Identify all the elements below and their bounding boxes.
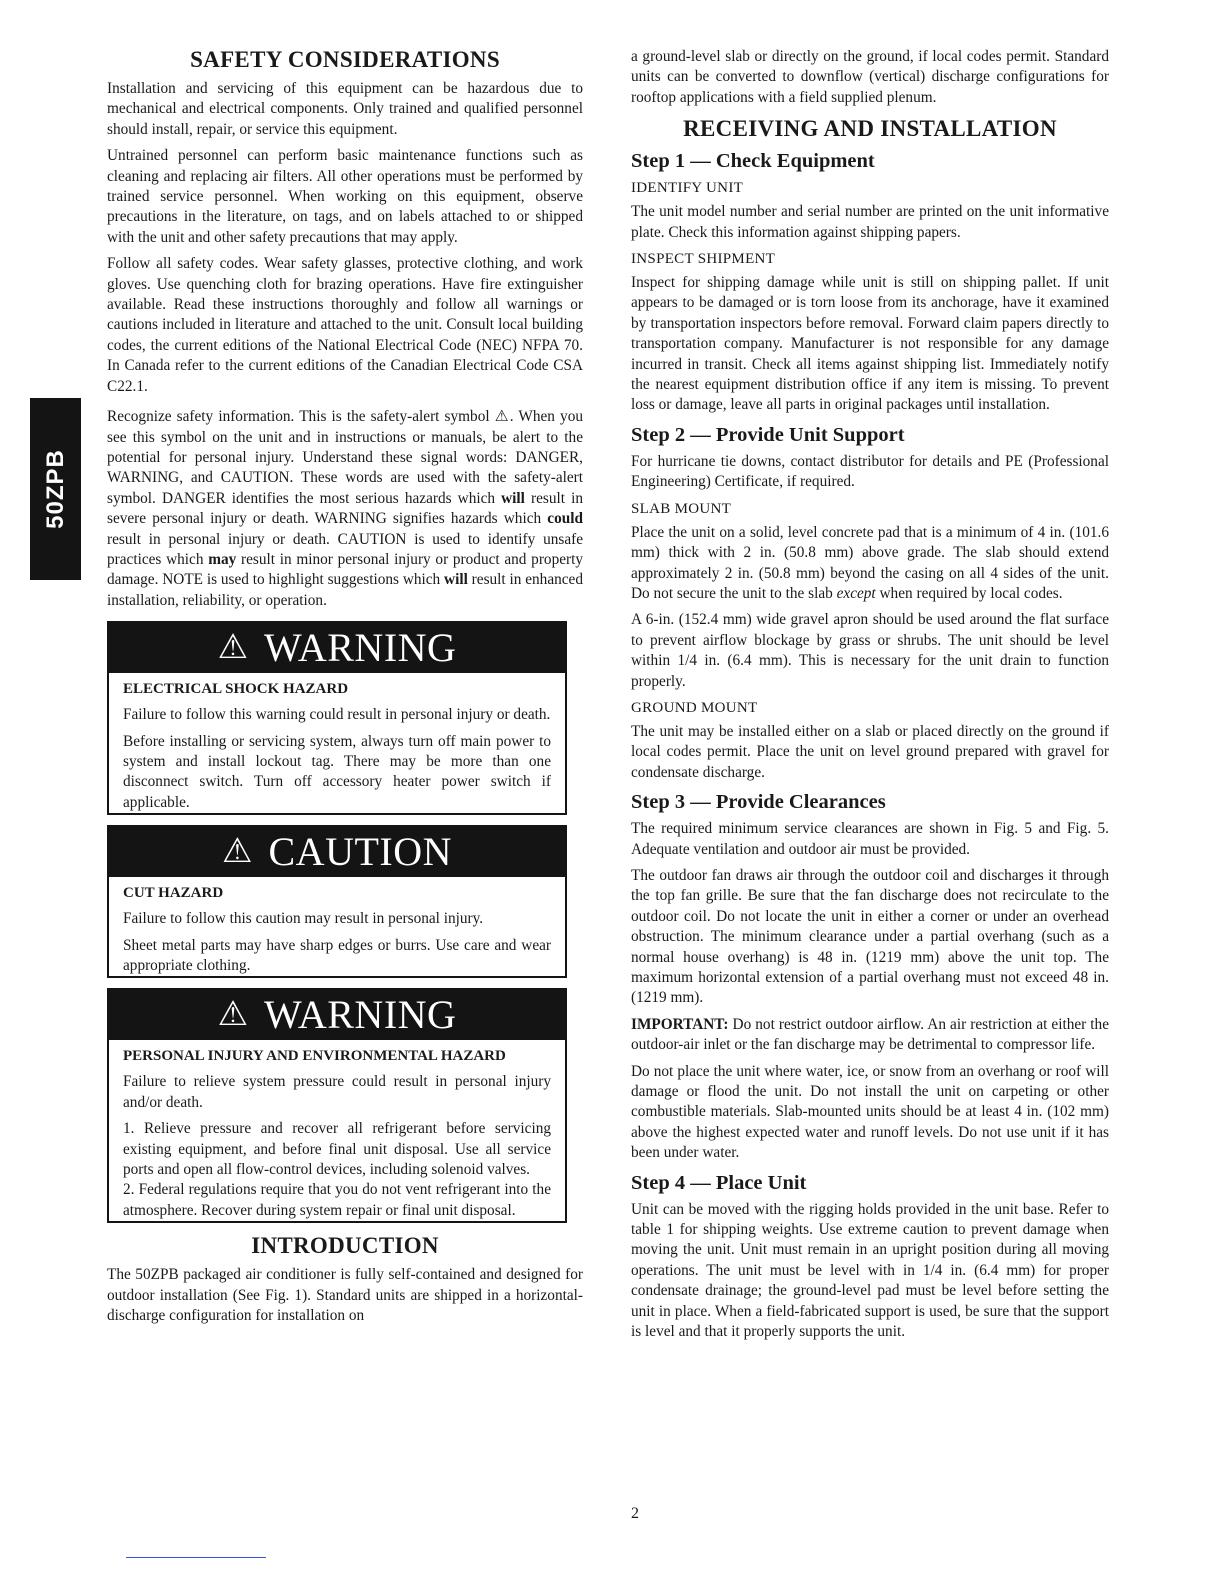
warning-text: Failure to relieve system pressure could result in personal injury and/or death.	[123, 1073, 551, 1111]
warning-text: Failure to follow this warning could result in personal injury or death.	[123, 706, 551, 724]
safety-heading: SAFETY CONSIDERATIONS	[190, 47, 500, 72]
step2-paragraph-4: The unit may be installed either on a slab or placed directly on the ground if local codes permit. Place the unit on level ground prepared with gravel for condensate discharge.	[631, 722, 1109, 781]
step3-paragraph-3: Do not place the unit where water, ice, or snow from an overhang or roof will damage or flood the unit. Do not install the unit on carpeting or other combustible materials. Slab-mounted units should be at least 4 in. (102 mm) above the highest expected water and runoff levels. Do not use unit if it has been under water.	[631, 1062, 1109, 1162]
introduction-paragraph-continued: a ground-level slab or directly on the ground, if local codes permit. Standard units can be converted to downflow (vertical) discharge configurations for rooftop applications with a field supplied plenum.	[631, 48, 1109, 106]
caution-header	[109, 827, 565, 877]
introduction-paragraph: The 50ZPB packaged air conditioner is fully self-contained and designed for outdoor installation (See Fig. 1). Standard units are shipped in a horizontal-discharge configuration for installation on	[107, 1266, 583, 1325]
step3-paragraph-1: The required minimum service clearances are shown in Fig. 5 and Fig. 5. Adequate ventilation and outdoor air must be provided.	[631, 820, 1109, 858]
left-column	[107, 45, 583, 1332]
step3-heading: Step 3 — Provide Clearances	[631, 791, 886, 814]
page-number: 2	[631, 1505, 639, 1522]
step2-heading: Step 2 — Provide Unit Support	[631, 423, 905, 446]
warning-text: Before installing or servicing system, always turn off main power to system and install lockout tag. There may be more than one disconnect switch. Turn off accessory heater power switch if applicable.	[123, 732, 551, 811]
step3-important: IMPORTANT: Do not restrict outdoor airflow. An air restriction at either the outdoor-air inlet or the fan discharge may be detrimental to compressor life.	[631, 1015, 1109, 1054]
identify-unit-subheading: IDENTIFY UNIT	[631, 180, 744, 197]
step4-paragraph-1: Unit can be moved with the rigging holds provided in the unit base. Refer to table 1 for shipping weights. Use extreme caution to prevent damage when moving the unit. Unit must remain in an upright position during all moving operations. The unit must be level with in 1/4 in. (6.4 mm) for proper condensate drainage; the ground-level pad must be level before setting the unit in place. When a field-fabricated support is used, be sure that the support is level and that it properly supports the unit.	[631, 1200, 1109, 1341]
step4-heading: Step 4 — Place Unit	[631, 1171, 807, 1194]
step2-paragraph-2: Place the unit on a solid, level concrete pad that is a minimum of 4 in. (101.6 mm) thick with 2 in. (50.8 mm) above grade. The slab should extend approximately 2 in. (50.8 mm) beyond the casing on all 4 sides of the unit. Do not secure the unit to the slab except when required by local codes.	[631, 523, 1109, 602]
warning-title: WARNING	[264, 992, 457, 1038]
step1-heading: Step 1 — Check Equipment	[631, 150, 875, 173]
warning-text: 1. Relieve pressure and recover all refrigerant before servicing existing equipment, and before final unit disposal. Use all service ports and open all flow-control devices, including solenoid valves.	[123, 1120, 551, 1179]
warning-header	[109, 623, 565, 673]
warning-title: WARNING	[264, 625, 457, 671]
safety-alert-icon: ⚠	[494, 408, 510, 426]
safety-paragraph-1: Installation and servicing of this equipment can be hazardous due to mechanical and electrical components. Only trained and qualified personnel should install, repair, or service this equipment.	[107, 80, 583, 138]
inspect-shipment-subheading: INSPECT SHIPMENT	[631, 251, 776, 268]
slab-mount-subheading: SLAB MOUNT	[631, 500, 732, 517]
caution-text: Sheet metal parts may have sharp edges or burrs. Use care and wear appropriate clothing.	[123, 936, 551, 974]
right-column	[631, 47, 1109, 1349]
model-side-tab	[30, 398, 81, 580]
step1-paragraph-1: The unit model number and serial number are printed on the unit informative plate. Check this information against shipping papers.	[631, 203, 1109, 241]
caution-title: CAUTION	[268, 829, 452, 875]
ground-mount-subheading: GROUND MOUNT	[631, 699, 758, 716]
hazard-title: CUT HAZARD	[123, 885, 224, 902]
warning-box-personal-injury	[107, 988, 567, 1223]
footer-rule	[126, 1557, 266, 1558]
warning-triangle-icon: ⚠	[217, 996, 249, 1034]
step2-paragraph-3: A 6-in. (152.4 mm) wide gravel apron should be used around the flat surface to prevent airflow blockage by grass or shrubs. The unit should be level within 1/4 in. (6.4 mm). This is necessary for the unit drain to function properly.	[631, 611, 1109, 690]
warning-header	[109, 990, 565, 1040]
step3-paragraph-2: The outdoor fan draws air through the outdoor coil and discharges it through the top fan grille. Be sure that the fan discharge does not recirculate to the outdoor coil. Do not locate the unit in either a corner or under an overhead obstruction. The minimum clearance under a partial overhang (such as a normal house overhang) is 48 in. (1219 mm) above the unit top. The maximum horizontal extension of a partial overhang must not exceed 48 in. (1219 mm).	[631, 866, 1109, 1007]
step2-paragraph-1: For hurricane tie downs, contact distributor for details and PE (Professional Engineering) Certificate, if required.	[631, 452, 1109, 491]
warning-text: 2. Federal regulations require that you do not vent refrigerant into the atmosphere. Recover during system repair or final unit disposal.	[123, 1181, 551, 1219]
hazard-title: PERSONAL INJURY AND ENVIRONMENTAL HAZARD	[123, 1048, 506, 1065]
safety-paragraph-4: Recognize safety information. This is the safety-alert symbol ⚠. When you see this symbol on the unit and in instructions or manuals, be alert to the potential for personal injury. Understand these signal words: DANGER, WARNING, and CAUTION. These words are used with the safety-alert symbol. DANGER identifies the most serious hazards which will result in severe personal injury or death. WARNING signifies hazards which could result in personal injury or death. CAUTION is used to identify unsafe practices which may result in minor personal injury or product and property damage. NOTE is used to highlight suggestions which will result in enhanced installation, reliability, or operation.	[107, 408, 583, 609]
caution-triangle-icon: ⚠	[222, 833, 253, 871]
caution-text: Failure to follow this caution may result in personal injury.	[123, 910, 484, 928]
receiving-heading: RECEIVING AND INSTALLATION	[683, 116, 1057, 142]
safety-paragraph-2: Untrained personnel can perform basic maintenance functions such as cleaning and replacing air filters. All other operations must be performed by trained service personnel. When working on this equipment, observe precautions in the literature, on tags, and on labels attached to or shipped with the unit and other safety precautions that may apply.	[107, 147, 583, 246]
hazard-title: ELECTRICAL SHOCK HAZARD	[123, 681, 349, 698]
warning-box-electrical	[107, 621, 567, 815]
side-tab-label: 50ZPB	[41, 449, 69, 529]
warning-triangle-icon: ⚠	[217, 629, 249, 667]
introduction-heading: INTRODUCTION	[251, 1233, 439, 1259]
caution-box-cut	[107, 825, 567, 978]
safety-paragraph-3: Follow all safety codes. Wear safety glasses, protective clothing, and work gloves. Use quenching cloth for brazing operations. Have fire extinguisher available. Read these instructions thoroughly and follow all warnings or cautions included in literature and attached to the unit. Consult local building codes, the current editions of the National Electrical Code (NEC) NFPA 70. In Canada refer to the current editions of the Canadian Electrical Code CSA C22.1.	[107, 255, 583, 395]
step1-paragraph-2: Inspect for shipping damage while unit is still on shipping pallet. If unit appears to be damaged or is torn loose from its anchorage, have it examined by transportation inspectors before removal. Forward claim papers directly to transportation company. Manufacturer is not responsible for any damage incurred in transit. Check all items against shipping list. Immediately notify the nearest equipment distribution office if any item is missing. To prevent loss or damage, leave all parts in original packages until installation.	[631, 274, 1109, 414]
